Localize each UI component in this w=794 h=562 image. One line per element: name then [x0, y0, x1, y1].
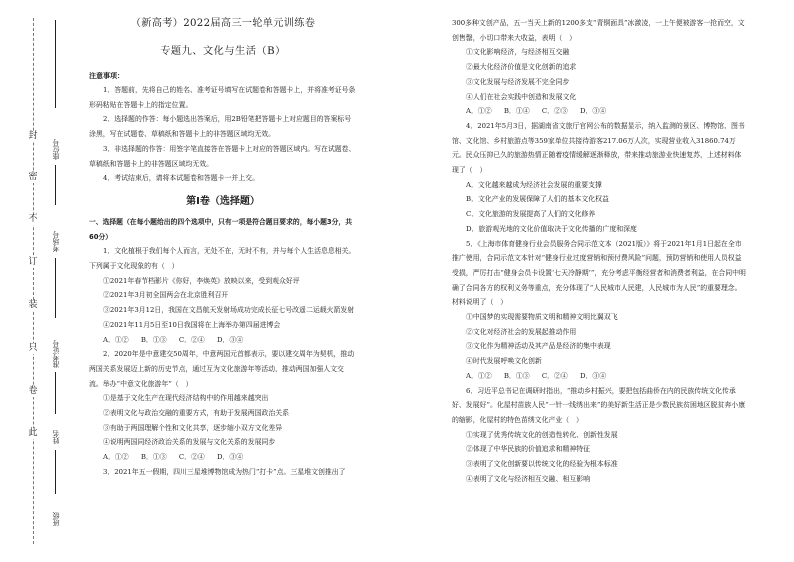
field-class: 班级 — [52, 512, 60, 526]
question-option: ③文化作为精神活动及其产品是经济的集中表现 — [466, 342, 611, 351]
field-line — [55, 165, 56, 205]
question-stem: 4．2021年5月3日，据湖南省文旅厅官网公布的数据显示，纳入监测的景区、博物馆、图书馆、文化馆、乡村旅游点等359家单位共接待游客217.06万人次，实现营业收入31860.74万元。民众压抑已久的旅游热情正随着疫情缓解逐渐释放，带来推动旅游业快速复苏，上述材料体现了（ ） — [452, 121, 745, 175]
exam-subtitle: 专题九、文化与生活（B） — [160, 46, 286, 57]
right-column — [452, 16, 747, 487]
answer-choices — [89, 333, 357, 348]
choice: C．②③ — [541, 107, 568, 116]
field-exam-number: 准考证号 — [52, 340, 60, 368]
choice: C．②④ — [178, 453, 205, 462]
seal-char: 装 — [26, 300, 40, 311]
question-option: ②2021年3月初全国两会在北京胜利召开 — [103, 291, 229, 300]
question-option: ③文化发展与经济发展不完全同步 — [466, 77, 570, 86]
binding-margin — [0, 0, 78, 562]
question-option: ①是基于文化生产在现代经济结构中的作用越来越突出 — [103, 394, 269, 403]
question-option: ③2021年3月12日，我国在文昌航天发射场成功完成长征七号改遥二运载火箭发射 — [103, 306, 355, 315]
question-option: A．文化越来越成为经济社会发展的重要支撑 — [466, 180, 602, 189]
field-line — [55, 258, 56, 318]
seal-char: 密 — [26, 172, 40, 183]
question-option: B．文化产业的发展保障了人们的基本文化权益 — [466, 195, 609, 204]
question-option: ②表明文化与政治交融的重要方式，有助于发展两国政治关系 — [103, 409, 290, 418]
question-option: C．文化旅游的发展提高了人们的文化修养 — [466, 210, 596, 219]
seal-line — [33, 18, 34, 544]
choice: B．①③ — [140, 335, 167, 344]
answer-choices — [452, 104, 747, 119]
note-item: 3．非选择题的作答：用签字笔直接答在答题卡上对应的答题区域内。写在试题卷、草稿纸和答题卡上的非答题区域均无效。 — [89, 144, 356, 168]
question-option: ④说明两国同经济政治关系的发展与文化关系的发展同步 — [103, 438, 276, 447]
question-option: ③有助于两国理解个性和文化共享，逐步缩小双方文化差异 — [103, 423, 283, 432]
seal-char: 不 — [26, 214, 40, 225]
answer-choices — [89, 450, 357, 465]
choice: A．①② — [103, 453, 129, 462]
question-option: ③表明了文化创新要以传统文化的经验为根本标准 — [466, 460, 618, 469]
question-option: ②体现了中华民族的价值追求和精神特征 — [466, 445, 591, 454]
question-option: ④表明了文化与经济相互交融、相互影响 — [466, 474, 591, 483]
question-option: ②文化对经济社会的发展起推动作用 — [466, 327, 577, 336]
question-stem: 3．2021年五一假期，四川三星堆博物馆成为热门“打卡”点。三星堆文创推出了 — [103, 467, 346, 476]
choice: A．①② — [103, 335, 129, 344]
choice: C．②④ — [541, 371, 568, 380]
answer-choices — [452, 369, 747, 384]
field-line — [55, 20, 56, 108]
choice: B．①④ — [503, 107, 530, 116]
question-stem: 300多种文创产品，五一当天上新的1200多支“青铜面具”冰激凌，一上午便被游客一抢而空，文创售罄，小切口带来大收益，表明（ ） — [452, 19, 745, 42]
seal-char: 此 — [26, 428, 40, 439]
section-instruction: 一、选择题（在每小题给出的四个选项中，只有一项是符合题目要求的，每小题3分，共60分） — [89, 217, 353, 241]
question-stem: 5．《上海市体育健身行业会员服务合同示范文本（2021版）》将于2021年1月1日起在全市推广使用，合同示范文本针对“健身行业过度营销和预付费风险”问题，预防营销和使用人员权益受损，严厉打击“健身会员卡设置‘七天冷静期’”，充分考虑平衡经营者和消费者利益，在合同中明确了合同各方的权利义务等重点，充分体现了“人民城市人民建，人民城市为人民”的重要理念。材料说明了（ ） — [452, 239, 746, 307]
seal-char: 只 — [26, 343, 40, 354]
question-option: ①2021年春节档影片《你好，李焕英》放映以来，受到观众好评 — [103, 276, 300, 285]
field-seat-number: 座位号 — [52, 139, 60, 160]
exam-title: （新高考）2022届高三一轮单元训练卷 — [130, 18, 316, 29]
question-stem: 2．2020年是中意建交50周年，中意两国元首都表示，要以建交周年为契机，推动两国关系发展迈上新的历史节点，通过互为文化旅游年等活动，推动两国加强人文交流。举办“中意文化旅游年”（ ） — [89, 350, 355, 388]
question-option: ①实现了优秀传统文化的创造性转化、创新性发展 — [466, 430, 618, 439]
field-room-number: 考场号 — [52, 231, 60, 252]
section-title: 第Ⅰ卷（选择题） — [186, 195, 260, 207]
choice: D．③④ — [579, 371, 607, 380]
seal-char: 封 — [26, 131, 40, 142]
question-option: ①中国梦的实现需要物质文明和精神文明比翼双飞 — [466, 313, 618, 322]
field-line — [55, 450, 56, 494]
question-option: ②最大化经济价值是文化创新的追求 — [466, 63, 577, 72]
note-item: 2．选择题的作答：每小题选出答案后，用2B铅笔把答题卡上对应题目的答案标号涂黑，写在试题卷、草稿纸和答题卡上的非答题区域均无效。 — [89, 115, 352, 139]
question-stem: 6．习近平总书记在调研时指出，“推动乡村振兴，要把包括曲侨在内的民族传统文化传承好、发展好”。化屋村苗族人民“一针一线绣出来”的美好新生活正是少数民族贫困地区脱贫奔小康的缩影，化屋村的特色苗绣文化产业（ ） — [452, 386, 746, 424]
field-name: 姓名 — [52, 430, 60, 444]
field-line — [55, 372, 56, 414]
choice: A．①② — [466, 107, 492, 116]
seal-char: 订 — [26, 257, 40, 268]
left-column — [89, 16, 357, 480]
choice: B．①③ — [503, 371, 530, 380]
question-stem: 1．文化植根于我们每个人而言，无处不在，无时不有，并与每个人生活息息相关。下列属于文化现象的有（ ） — [89, 247, 356, 271]
question-option: ④人们在社会实践中创造和发展文化 — [466, 92, 577, 101]
question-option: ④2021年11月5日至10日我国将在上海举办第四届进博会 — [103, 320, 281, 329]
choice: D．③④ — [216, 453, 244, 462]
choice: D．③④ — [216, 335, 244, 344]
choice: B．①③ — [140, 453, 167, 462]
notes-heading: 注意事项： — [89, 72, 124, 80]
question-option: D．旅游观光地的文化价值取决于文化传播的广度和深度 — [466, 224, 637, 233]
choice: C．②④ — [178, 335, 205, 344]
question-option: ④时代发展呼唤文化创新 — [466, 357, 542, 366]
question-option: ①文化影响经济，与经济相互交融 — [466, 48, 570, 57]
choice: D．③④ — [579, 107, 607, 116]
choice: A．①② — [466, 371, 492, 380]
note-item: 4．考试结束后，请将本试题卷和答题卡一并上交。 — [103, 174, 259, 183]
note-item: 1．答题前，先将自己的姓名、准考证号填写在试题卷和答题卡上，并将准考证号条形码粘贴在答题卡上的指定位置。 — [89, 86, 356, 109]
seal-char: 卷 — [26, 386, 40, 397]
